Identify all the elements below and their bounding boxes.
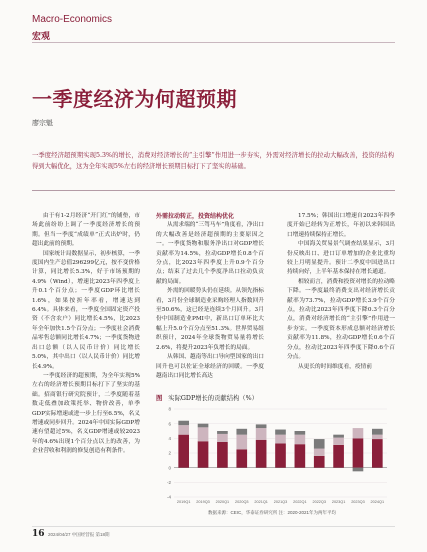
abstract: 一季度经济超预期实现5.3%的增长，消费对经济增长的“主引擎”作用进一步夯实，外需对经济增长的拉动大幅改善，投资的结构得到大幅优化，这为全年实现5%左右的经济增长预期目标打下了坚实的基础。 — [32, 152, 394, 170]
footer-rule — [32, 526, 395, 527]
bar-segment — [217, 434, 228, 442]
y-tick-label: -2 — [166, 479, 171, 485]
x-tick-label: 2022Q3 — [312, 500, 326, 504]
section-label: Macro-Economics — [32, 14, 113, 25]
bar-segment — [314, 456, 325, 468]
x-tick-label: 2021Q3 — [273, 500, 288, 504]
y-tick-label: 8 — [168, 406, 171, 412]
x-tick-label: 2019Q3 — [196, 500, 210, 504]
column-2 — [156, 212, 264, 381]
bar-segment — [353, 438, 364, 467]
bar-segment — [256, 424, 267, 428]
top-rule — [32, 42, 395, 43]
x-tick-label: 2020Q3 — [235, 500, 249, 504]
y-tick-label: 6 — [168, 421, 171, 427]
bar-segment — [178, 425, 189, 435]
section-heading: 外需拉动转正，投资结构优化 — [156, 213, 235, 220]
column-3 — [287, 212, 395, 372]
bar-segment — [275, 443, 286, 467]
paragraph: 从更长的时间维度看，疫情前 — [298, 363, 372, 370]
paragraph: 国家统计局数据显示，初步核算，一季度国内生产总值296299亿元，按不变价格计算，同比增长5.3%，好于市场预期的4.9%（Wind），增速比2023年四季度上升0.1个百分点；一季度GDP环比增长1.6%，如果按折年率看，增速达到6.4%。具体来看，一季度全国固定资产投资（不含农户）同比增长4.5%，比2023年全年加快1.5个百分点；一季度社会消费品零售总额同比增长4.7%；一季度货物进出口总额（以人民币计价）同比增长5.0%，其中出口（以人民币计价）同比增长4.9%。 — [32, 250, 140, 370]
bar-segment — [275, 430, 286, 435]
bar-segment — [353, 468, 364, 472]
y-tick-label: -4 — [166, 494, 171, 500]
bar-segment — [333, 435, 344, 438]
author: 廖宗魁 — [32, 119, 53, 127]
paragraph: 从需求端的“三驾马车”角度看，净出口的大幅改善是经济超预期的主要原因之一。一季度货物和服务净出口对GDP增长贡献率为14.5%，拉动GDP增长0.8个百分点，比2023年四季度上升0.9个百分点；结束了过去几个季度净出口拉动负贡献的局面。 — [156, 222, 264, 285]
bar-segment — [236, 449, 247, 467]
x-tick-label: 2021Q1 — [254, 500, 268, 504]
bar-segment — [295, 431, 306, 435]
bar-segment — [333, 445, 344, 468]
bar-segment — [372, 435, 383, 439]
bar-segment — [198, 441, 209, 467]
paragraph: 一季度经济的超预期，为全年实现5%左右的经济增长预期目标打下了坚实的基础。招商银行研究院预计，二季度随着基数走低叠加政策托举、物价改善，单季GDP实际增速或进一步上行至6.5%，名义增速或同步回升。2024年中国实际GDP增速有望超过5%，名义GDP增速或较2023年的4.6%出现1个百分点以上的改善，为企业营收和利润的修复创造有利条件。 — [32, 372, 140, 455]
x-tick-label: 2019Q1 — [176, 500, 191, 504]
figure-source: 数据来源：CEIC，华泰证券研究所 注：2020-2021年为两年平均 — [208, 510, 337, 515]
x-tick-label: 2022Q1 — [293, 500, 307, 504]
bar-segment — [314, 439, 325, 449]
x-tick-label: 2023Q3 — [351, 500, 365, 504]
bar-segment — [217, 431, 228, 434]
section-label-cn: 宏观 — [32, 32, 51, 42]
bar-segment — [236, 429, 247, 435]
x-tick-label: 2020Q1 — [215, 500, 230, 504]
y-tick-label: 2 — [168, 450, 171, 456]
bar-segment — [353, 428, 364, 438]
bar-segment — [333, 438, 344, 445]
paragraph: 17.5%；韩国出口增速自2023年四季度开始已经转为正增长，年初以来韩国出口增速持续保持正增长。 — [287, 213, 395, 238]
y-tick-label: 0 — [168, 465, 171, 471]
bar-segment — [236, 435, 247, 450]
gdp-contribution-chart — [156, 405, 395, 509]
bar-segment — [198, 424, 209, 428]
bar-segment — [217, 442, 228, 468]
column-1 — [32, 212, 140, 457]
bar-segment — [314, 449, 325, 456]
bar-segment — [256, 440, 267, 468]
paragraph: 外需的回暖势头仍在延续。从领先指标看，3月份全球制造业采购经理人指数回升至50.6%，这已经是连续3个月回升。3月份中国制造业PMI中，新出口订单环比大幅上升5.0个百分点至51.3%。世界贸易组织预计，2024年全球货物贸易量将增长2.6%，将提升2023年负增长的局面。 — [156, 288, 264, 351]
x-tick-label: 2024Q1 — [370, 500, 385, 504]
footer-info: 2024/04/27 中国经营报 第18期 — [48, 532, 110, 537]
bar-segment — [295, 444, 306, 467]
bar-segment — [198, 427, 209, 441]
x-tick-label: 2023Q1 — [331, 500, 346, 504]
bar-segment — [372, 429, 383, 435]
bar-segment — [295, 435, 306, 445]
y-tick-label: 4 — [168, 435, 171, 441]
paragraph: 中国海关贸易景气调查结果显示，3月份反映出口、进口订单增加的企业比重均较上月明显提升。预计二季度中国进出口持续向好，上半年基本保持在增长通道。 — [287, 241, 395, 276]
paragraph: 相较而言，消费和投资对增长的拉动略下降。一季度最终消费支出对经济增长贡献率为73.7%，拉动GDP增长3.9个百分点，拉动比2023年四季度下降0.3个百分点，消费对经济增长的“主引擎”作用进一步夯实。一季度资本形成总额对经济增长贡献率为11.8%，拉动GDP增长0.6个百分点，拉动比2023年四季度下降0.6个百分点。 — [287, 278, 395, 361]
bar-segment — [275, 435, 286, 444]
figure-label: 图 — [156, 395, 163, 402]
page-number: 16 — [32, 529, 45, 539]
figure-caption: 实际GDP增长的贡献结构（%） — [168, 395, 258, 402]
bar-segment — [178, 435, 189, 468]
bar-segment — [256, 428, 267, 440]
paragraph: 从韩国、越南等出口导向型国家的出口回升也可以佐证全球经济的回暖。一季度越南出口同比增长高达 — [156, 354, 264, 379]
article-title: 一季度经济为何超预期 — [32, 87, 237, 111]
bar-segment — [178, 421, 189, 425]
paragraph: 由于有1-2月经济“开门红”的铺垫，市场此前纷纷上调了一季度经济增长的预期。但当一季度“成绩单”正式出炉时，仍超出此前的预期。 — [32, 213, 140, 248]
figure-title — [156, 393, 258, 402]
bar-segment — [372, 439, 383, 468]
figure — [156, 393, 395, 523]
abstract-rule — [32, 190, 395, 191]
